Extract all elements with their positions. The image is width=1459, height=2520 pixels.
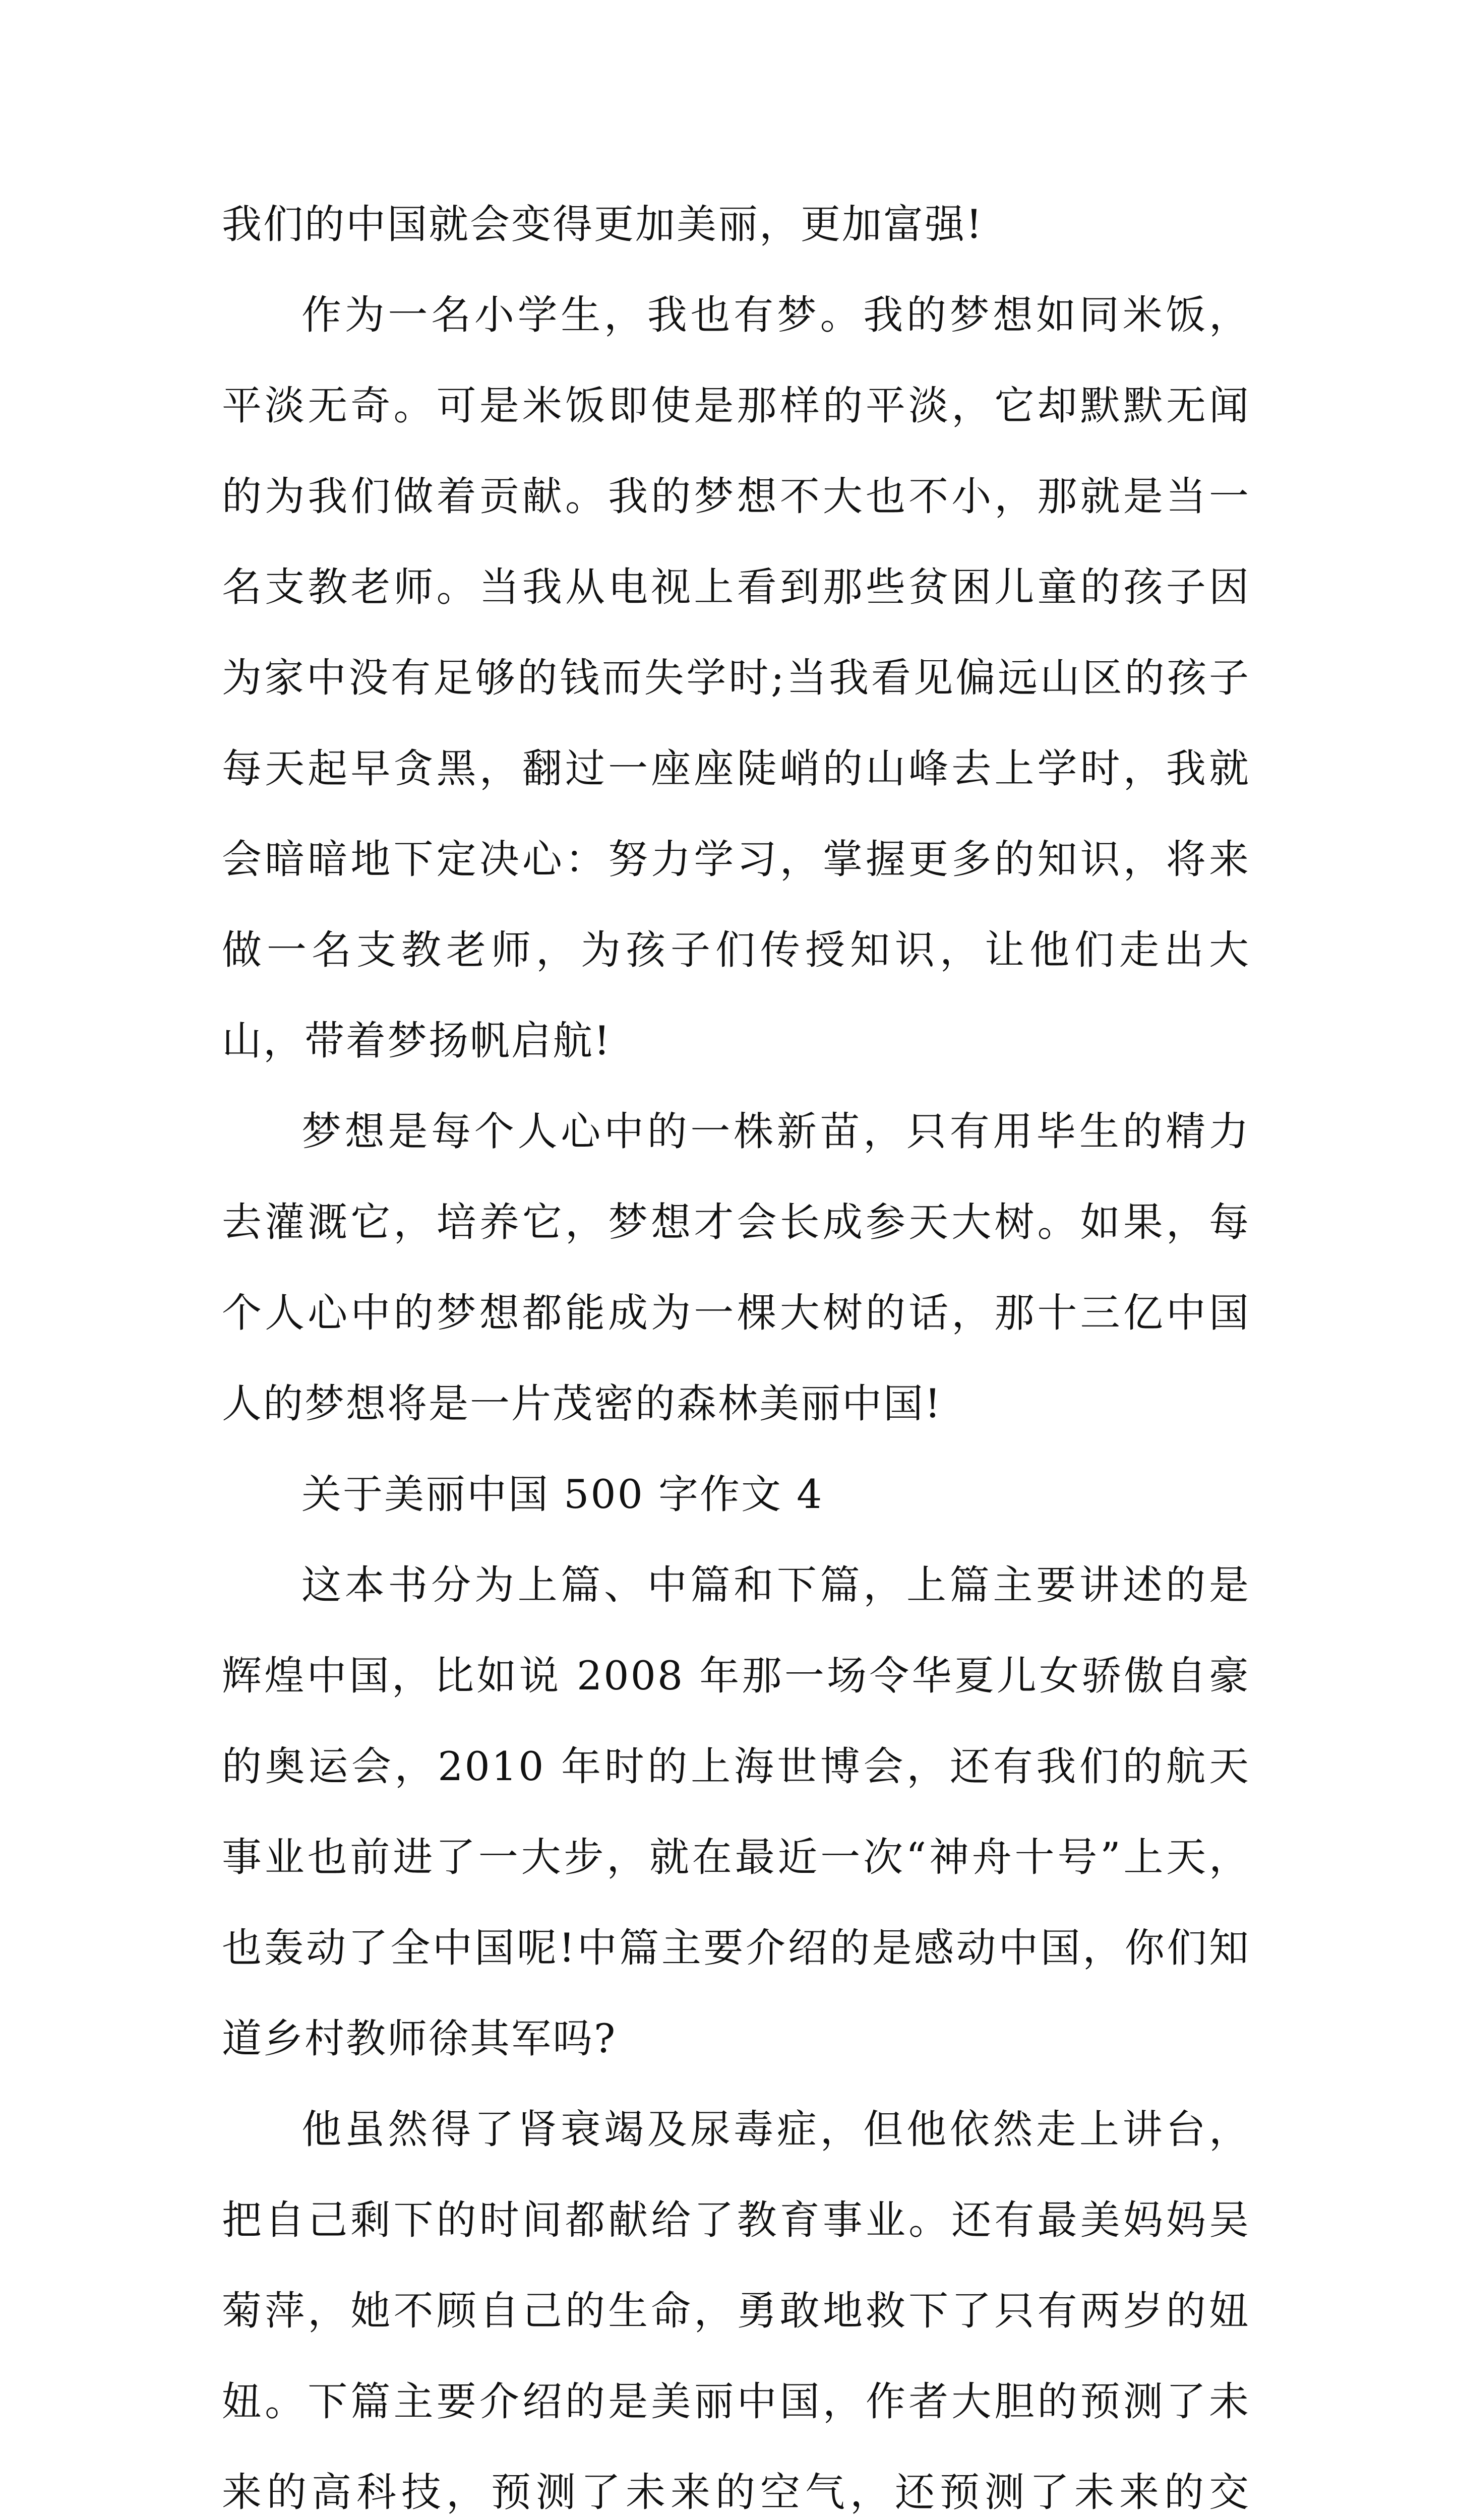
paragraph-4: 这本书分为上篇、中篇和下篇，上篇主要讲述的是辉煌中国，比如说 2008 年那一场令华夏儿女骄傲自豪的奥运会，2010 年时的上海世博会，还有我们的航天事业也前进了一大步，就在最近一次“神舟十号”上天，也轰动了全中国呢!中篇主要介绍的是感动中国，你们知道乡村教师徐其军吗?: [222, 1562, 1250, 2062]
essay-heading: 关于美丽中国 500 字作文 4: [301, 1471, 824, 1518]
paragraph-3: 梦想是每个人心中的一株新苗，只有用毕生的精力去灌溉它，培养它，梦想才会长成参天大树。如果，每个人心中的梦想都能成为一棵大树的话，那十三亿中国人的梦想将是一片茂密的森林美丽中国!: [222, 1108, 1250, 1427]
paragraph-2: 作为一名小学生，我也有梦。我的梦想如同米饭，平淡无奇。可是米饭即使是那样的平淡，它却默默无闻的为我们做着贡献。我的梦想不大也不小，那就是当一名支教老师。当我从电视上看到那些贫困儿童的孩子因为家中没有足够的钱而失学时;当我看见偏远山区的孩子每天起早贪黑，翻过一座座陡峭的山峰去上学时，我就会暗暗地下定决心：努力学习，掌握更多的知识，将来做一名支教老师，为孩子们传授知识，让他们走出大山，带着梦扬帆启航!: [222, 292, 1250, 1064]
paragraph-5: 他虽然得了肾衰竭及尿毒症，但他依然走上讲台，把自己剩下的时间都献给了教育事业。还有最美妈妈吴菊萍，她不顾自己的生命，勇敢地救下了只有两岁的妞妞。下篇主要介绍的是美丽中国，作者大胆的预测了未来的高科技，预测了未来的空气，还预测了未来的交: [222, 2106, 1250, 2515]
essay-body: [222, 179, 1250, 2520]
paragraph-1: 我们的中国就会变得更加美丽，更加富强!: [222, 201, 984, 247]
